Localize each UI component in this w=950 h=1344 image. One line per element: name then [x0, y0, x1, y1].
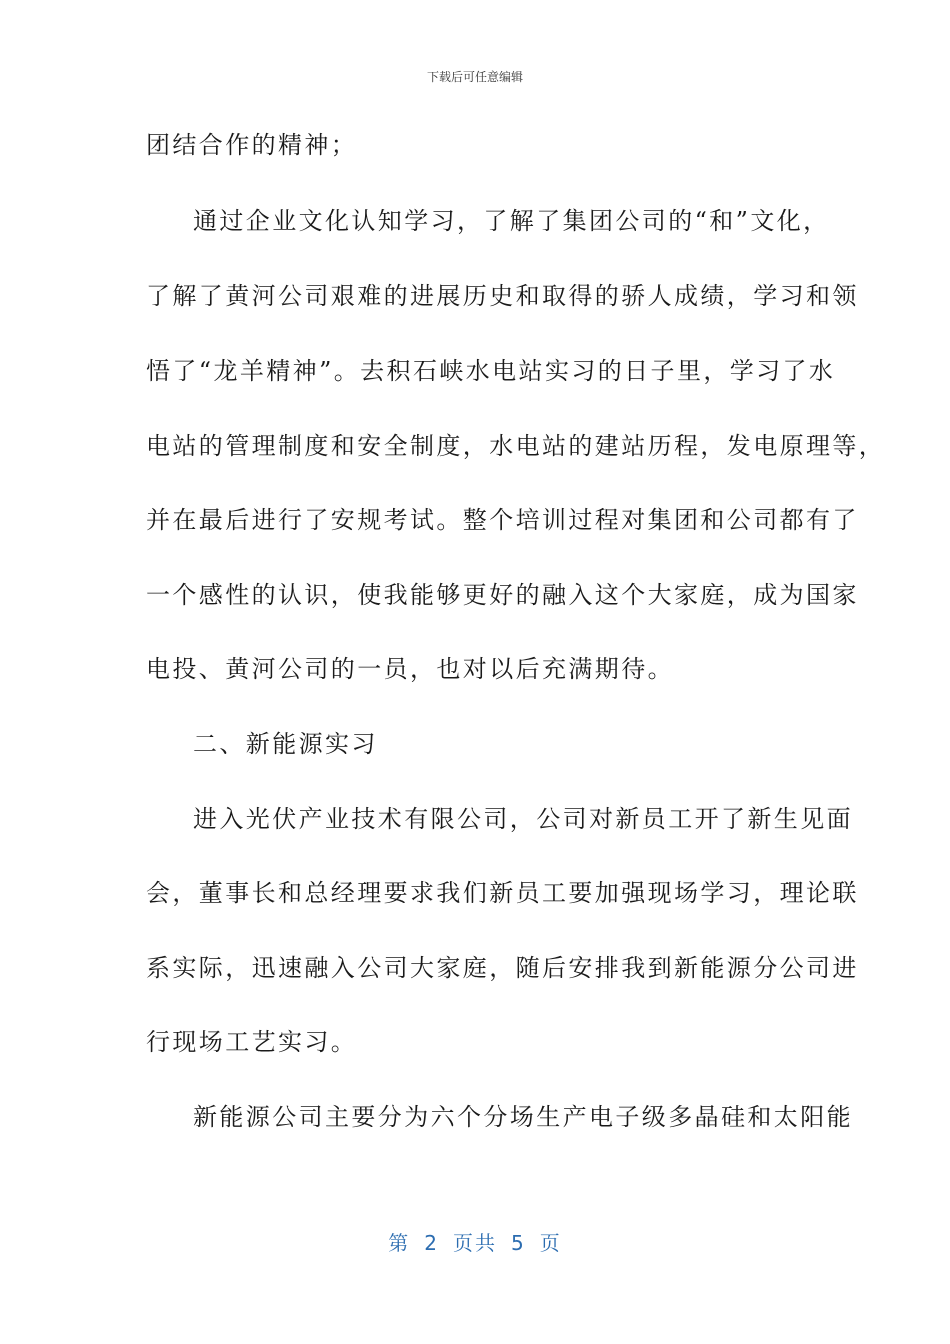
paragraph-start-line: 通过企业文化认知学习，了解了集团公司的“和”文化，: [193, 207, 830, 235]
paragraph-start-line: 进入光伏产业技术有限公司，公司对新员工开了新生见面: [193, 805, 853, 833]
text-line: 了解了黄河公司艰难的进展历史和取得的骄人成绩，学习和领: [146, 282, 859, 310]
paragraph-start-line: 新能源公司主要分为六个分场生产电子级多晶硅和太阳能: [193, 1103, 853, 1131]
total-pages-number: 5: [511, 1231, 526, 1255]
text-line: 电投、黄河公司的一员，也对以后充满期待。: [146, 655, 674, 683]
text-line: 悟了“龙羊精神”。去积石峡水电站实习的日子里，学习了水: [146, 357, 836, 385]
footer-suffix: 页: [539, 1231, 562, 1255]
text-line: 系实际，迅速融入公司大家庭，随后安排我到新能源分公司进: [146, 954, 859, 982]
footer-prefix: 第: [388, 1231, 411, 1255]
page-header-note: 下载后可任意编辑: [426, 70, 523, 84]
section-heading: 二、新能源实习: [193, 730, 378, 758]
current-page-number: 2: [424, 1231, 439, 1255]
text-line: 一个感性的认识，使我能够更好的融入这个大家庭，成为国家: [146, 581, 859, 609]
text-line: 团结合作的精神；: [146, 131, 358, 159]
text-line: 并在最后进行了安规考试。整个培训过程对集团和公司都有了: [146, 506, 859, 534]
text-line: 行现场工艺实习。: [146, 1028, 358, 1056]
text-line: 会，董事长和总经理要求我们新员工要加强现场学习，理论联: [146, 879, 859, 907]
footer-middle: 页共: [453, 1231, 497, 1255]
text-line: 电站的管理制度和安全制度，水电站的建站历程，发电原理等，: [146, 432, 886, 460]
page-number-footer: [0, 1227, 950, 1256]
